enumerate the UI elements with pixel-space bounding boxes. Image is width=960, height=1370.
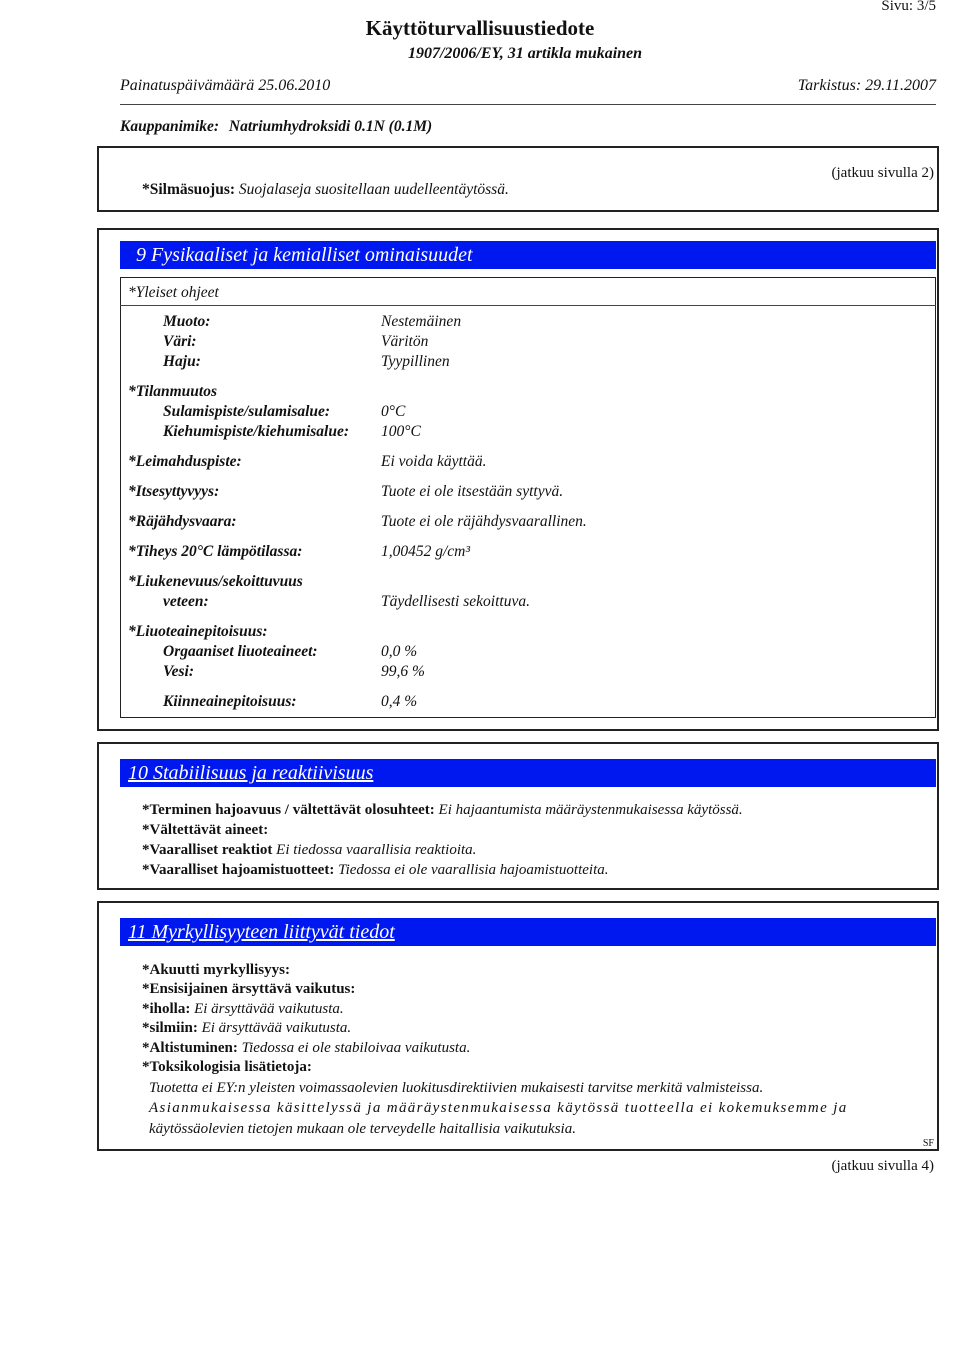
document-subtitle: 1907/2006/EY, 31 artikla mukainen xyxy=(407,45,643,62)
eye-effect-label: *silmiin: xyxy=(142,1020,198,1036)
eye-protection-value: Suojalaseja suositellaan uudelleentäytössä. xyxy=(238,181,509,198)
dangerous-reactions-label: *Vaaralliset reaktiot xyxy=(142,842,273,858)
page-number: Sivu: 3/5 xyxy=(881,0,936,14)
continued-from: (jatkuu sivulla 2) xyxy=(831,165,934,181)
solubility-label: *Liukenevuus/sekoittuvuus xyxy=(128,573,303,590)
decomposition-products xyxy=(142,862,609,879)
odor-label: Haju: xyxy=(163,353,201,370)
dangerous-reactions-value: Ei tiedossa vaarallisia reaktioita. xyxy=(276,842,477,858)
color-label: Väri: xyxy=(163,333,197,350)
primary-irritant-label: *Ensisijainen ärsyttävä vaikutus: xyxy=(142,981,356,997)
dangerous-reactions xyxy=(142,842,476,859)
form-label: Muoto: xyxy=(163,313,211,330)
sensitisation-label: *Altistuminen: xyxy=(142,1040,238,1056)
solvent-content-label: *Liuoteainepitoisuus: xyxy=(128,623,268,640)
section-9-heading: 9 Fysikaaliset ja kemialliset ominaisuudet xyxy=(120,241,936,269)
trade-name xyxy=(120,118,432,136)
header-divider xyxy=(120,104,936,105)
sensitisation xyxy=(142,1040,470,1057)
substances-to-avoid-label: *Vältettävät aineet: xyxy=(142,822,269,838)
melting-point-label: Sulamispiste/sulamisalue: xyxy=(163,403,331,420)
flash-point-label: *Leimahduspiste: xyxy=(128,453,242,470)
solids-content-value: 0,4 % xyxy=(381,693,418,710)
toxicology-extra-line-1: Tuotetta ei EY:n yleisten voimassaolevien luokitusdirektiivien mukaisesti tarvitse merkitä valmisteissa. xyxy=(149,1080,764,1096)
solids-content-label: Kiinneainepitoisuus: xyxy=(163,693,297,710)
color-value: Väritön xyxy=(381,333,429,350)
boiling-point-label: Kiehumispiste/kiehumisalue: xyxy=(163,423,350,440)
continued-box xyxy=(97,146,939,212)
form-value: Nestemäinen xyxy=(381,313,462,330)
decomposition-products-label: *Vaaralliset hajoamistuotteet: xyxy=(142,862,335,878)
organic-solvents-value: 0,0 % xyxy=(381,643,418,660)
density-value: 1,00452 g/cm³ xyxy=(381,543,471,560)
odor-value: Tyypillinen xyxy=(381,353,450,370)
melting-point-value: 0°C xyxy=(381,403,406,420)
state-change-label: *Tilanmuutos xyxy=(128,383,218,400)
auto-ignition-label: *Itsesyttyvyys: xyxy=(128,483,220,500)
water-value: 99,6 % xyxy=(381,663,425,680)
trade-name-value: Natriumhydroksidi 0.1N (0.1M) xyxy=(228,118,433,135)
solubility-water-label: veteen: xyxy=(163,593,209,610)
sensitisation-value: Tiedossa ei ole stabiloivaa vaikutusta. xyxy=(241,1040,471,1056)
toxicology-extra-label: *Toksikologisia lisätietoja: xyxy=(142,1059,312,1075)
section-11-heading: 11 Myrkyllisyyteen liittyvät tiedot xyxy=(120,918,936,946)
eye-effect-value: Ei ärsyttävää vaikutusta. xyxy=(201,1020,352,1036)
acute-toxicity-label: *Akuutti myrkyllisyys: xyxy=(142,962,290,978)
thermal-decomposition-value: Ei hajaantumista määräystenmukaisessa käytössä. xyxy=(438,802,743,818)
solubility-value: Täydellisesti sekoittuva. xyxy=(381,593,530,610)
general-info-label: *Yleiset ohjeet xyxy=(128,284,219,301)
trade-name-label: Kauppanimike: xyxy=(120,118,220,135)
auto-ignition-value: Tuote ei ole itsestään syttyvä. xyxy=(381,483,564,500)
explosion-label: *Räjähdysvaara: xyxy=(128,513,237,530)
skin-effect-value: Ei ärsyttävää vaikutusta. xyxy=(194,1001,344,1017)
skin-effect-label: *iholla: xyxy=(142,1001,191,1017)
organic-solvents-label: Orgaaniset liuoteaineet: xyxy=(163,643,318,660)
section-10-heading: 10 Stabiilisuus ja reaktiivisuus xyxy=(120,759,936,787)
print-date: Painatuspäivämäärä 25.06.2010 xyxy=(120,77,331,94)
section-9-divider xyxy=(120,305,936,306)
toxicology-extra-line-3: käytössäolevien tietojen mukaan ole terveydelle haitallisia vaikutuksia. xyxy=(149,1121,576,1137)
eye-protection-label: *Silmäsuojus: xyxy=(142,181,236,198)
continued-to: (jatkuu sivulla 4) xyxy=(831,1158,934,1174)
document-title: Käyttöturvallisuustiedote xyxy=(365,16,595,40)
thermal-decomposition xyxy=(142,802,743,819)
boiling-point-value: 100°C xyxy=(381,423,421,440)
skin-effect xyxy=(142,1001,344,1018)
flash-point-value: Ei voida käyttää. xyxy=(381,453,487,470)
decomposition-products-value: Tiedossa ei ole vaarallisia hajoamistuotteita. xyxy=(338,862,609,878)
toxicology-extra-line-2: Asianmukaisessa käsittelyssä ja määräystenmukaisessa käytössä tuotteella ei kokemuksemme ja xyxy=(149,1100,848,1116)
eye-protection xyxy=(142,181,509,199)
language-code: SF xyxy=(922,1138,934,1149)
eye-effect xyxy=(142,1020,351,1037)
density-label: *Tiheys 20°C lämpötilassa: xyxy=(128,543,303,560)
thermal-decomposition-label: *Terminen hajoavuus / vältettävät olosuhteet: xyxy=(142,802,435,818)
water-label: Vesi: xyxy=(163,663,194,680)
revision-date: Tarkistus: 29.11.2007 xyxy=(797,77,936,94)
explosion-value: Tuote ei ole räjähdysvaarallinen. xyxy=(381,513,587,530)
